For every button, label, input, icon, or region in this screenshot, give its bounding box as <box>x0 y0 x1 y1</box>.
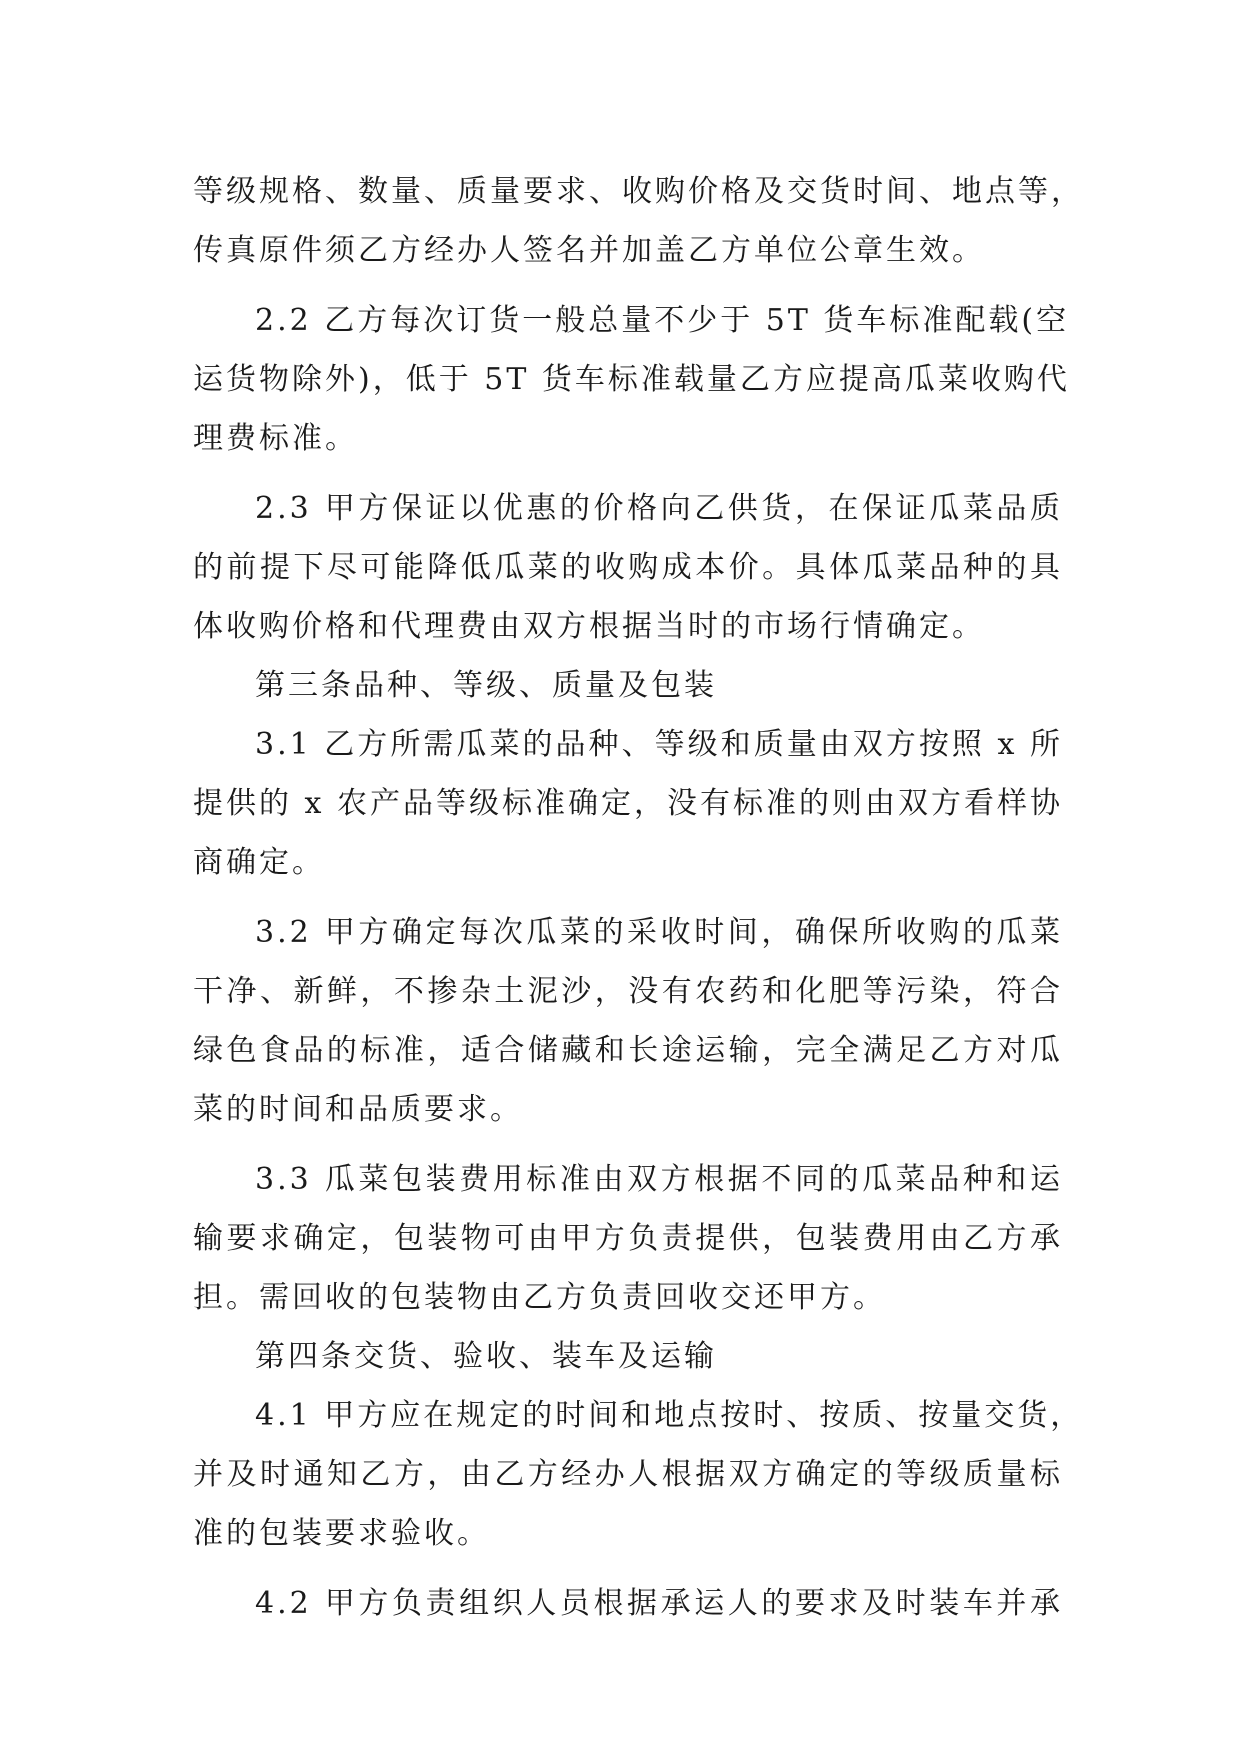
text-line: 商确定。 <box>193 845 325 880</box>
text-line: 体收购价格和代理费由双方根据当时的市场行情确定。 <box>193 609 985 644</box>
paragraph-start: 3.1 乙方所需瓜菜的品种、等级和质量由双方按照 x 所 <box>255 727 1063 762</box>
text-line: 输要求确定，包装物可由甲方负责提供，包装费用由乙方承 <box>193 1221 1063 1256</box>
text-line: 担。需回收的包装物由乙方负责回收交还甲方。 <box>193 1280 886 1315</box>
text-line: 准的包装要求验收。 <box>193 1516 490 1551</box>
paragraph-start: 4.1 甲方应在规定的时间和地点按时、按质、按量交货， <box>255 1398 1084 1433</box>
document-body <box>193 162 1084 1633</box>
paragraph-start: 3.2 甲方确定每次瓜菜的采收时间，确保所收购的瓜菜 <box>255 915 1063 950</box>
paragraph-start: 3.3 瓜菜包装费用标准由双方根据不同的瓜菜品种和运 <box>255 1162 1063 1197</box>
paragraph-start: 2.3 甲方保证以优惠的价格向乙供货，在保证瓜菜品质 <box>255 491 1063 526</box>
text-line: 菜的时间和品质要求。 <box>193 1092 523 1127</box>
text-line: 提供的 x 农产品等级标准确定，没有标准的则由双方看样协 <box>193 786 1063 821</box>
section-heading: 第四条交货、验收、装车及运输 <box>255 1339 717 1374</box>
text-line: 等级规格、数量、质量要求、收购价格及交货时间、地点等， <box>193 174 1084 209</box>
text-line: 的前提下尽可能降低瓜菜的收购成本价。具体瓜菜品种的具 <box>193 550 1063 585</box>
paragraph-start: 2.2 乙方每次订货一般总量不少于 5T 货车标准配载(空 <box>255 303 1070 338</box>
text-line: 绿色食品的标准，适合储藏和长途运输，完全满足乙方对瓜 <box>193 1033 1063 1068</box>
text-line: 运货物除外)，低于 5T 货车标准载量乙方应提高瓜菜收购代 <box>193 362 1070 397</box>
paragraph-start: 4.2 甲方负责组织人员根据承运人的要求及时装车并承 <box>255 1586 1063 1621</box>
text-line: 并及时通知乙方，由乙方经办人根据双方确定的等级质量标 <box>193 1457 1063 1492</box>
text-line: 干净、新鲜，不掺杂土泥沙，没有农药和化肥等污染，符合 <box>193 974 1063 1009</box>
text-line: 传真原件须乙方经办人签名并加盖乙方单位公章生效。 <box>193 233 985 268</box>
section-heading: 第三条品种、等级、质量及包装 <box>255 668 717 703</box>
text-line: 理费标准。 <box>193 421 358 456</box>
